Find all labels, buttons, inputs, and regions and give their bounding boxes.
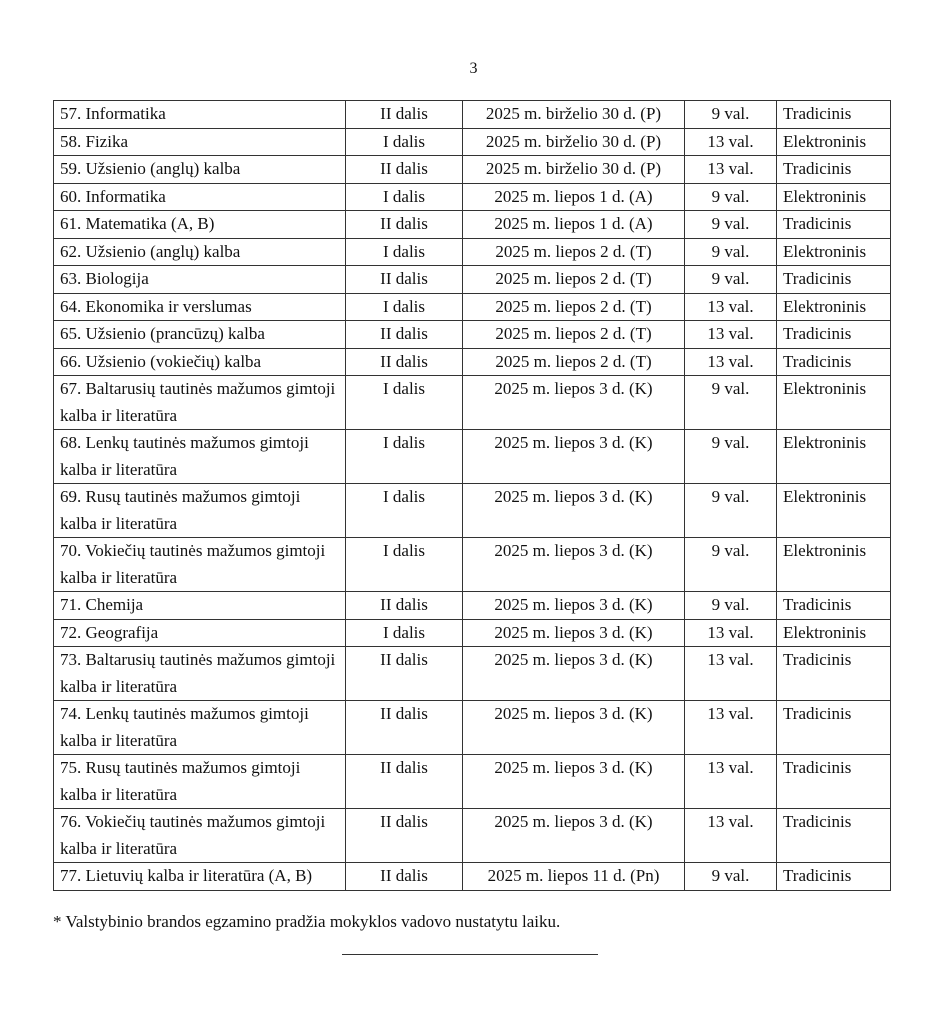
exam-time-cell: 9 val. [685, 376, 777, 430]
exam-mode-cell: Tradicinis [777, 809, 891, 863]
exam-mode-cell: Tradicinis [777, 156, 891, 184]
exam-part-cell: II dalis [346, 156, 463, 184]
exam-part-cell: I dalis [346, 619, 463, 647]
exam-part-cell: I dalis [346, 183, 463, 211]
exam-time-cell: 9 val. [685, 592, 777, 620]
table-row [54, 376, 891, 430]
exam-part-cell: II dalis [346, 809, 463, 863]
exam-part-cell: II dalis [346, 701, 463, 755]
exam-date-cell: 2025 m. birželio 30 d. (P) [463, 128, 685, 156]
exam-mode-cell: Tradicinis [777, 755, 891, 809]
exam-part-cell: II dalis [346, 266, 463, 294]
exam-part-cell: I dalis [346, 430, 463, 484]
table-row [54, 101, 891, 129]
exam-part-cell: II dalis [346, 755, 463, 809]
table-row [54, 647, 891, 701]
exam-mode-cell: Tradicinis [777, 647, 891, 701]
subject-cell: 70. Vokiečių tautinės mažumos gimtoji kalba ir literatūra [54, 538, 346, 592]
table-row [54, 293, 891, 321]
exam-date-cell: 2025 m. liepos 2 d. (T) [463, 348, 685, 376]
exam-part-cell: II dalis [346, 211, 463, 239]
subject-cell: 66. Užsienio (vokiečių) kalba [54, 348, 346, 376]
exam-part-cell: II dalis [346, 647, 463, 701]
footnote: * Valstybinio brandos egzamino pradžia mokyklos vadovo nustatytu laiku. [53, 912, 561, 931]
exam-part-cell: II dalis [346, 863, 463, 891]
subject-cell: 57. Informatika [54, 101, 346, 129]
exam-time-cell: 13 val. [685, 647, 777, 701]
table-row [54, 755, 891, 809]
exam-part-cell: II dalis [346, 321, 463, 349]
exam-date-cell: 2025 m. liepos 2 d. (T) [463, 293, 685, 321]
end-of-document-rule [342, 954, 598, 955]
exam-time-cell: 9 val. [685, 863, 777, 891]
exam-mode-cell: Tradicinis [777, 101, 891, 129]
exam-mode-cell: Tradicinis [777, 321, 891, 349]
exam-part-cell: II dalis [346, 592, 463, 620]
exam-time-cell: 13 val. [685, 293, 777, 321]
subject-cell: 73. Baltarusių tautinės mažumos gimtoji kalba ir literatūra [54, 647, 346, 701]
exam-time-cell: 9 val. [685, 101, 777, 129]
exam-mode-cell: Tradicinis [777, 348, 891, 376]
subject-cell: 61. Matematika (A, B) [54, 211, 346, 239]
exam-date-cell: 2025 m. liepos 1 d. (A) [463, 183, 685, 211]
table-row [54, 619, 891, 647]
subject-cell: 65. Užsienio (prancūzų) kalba [54, 321, 346, 349]
exam-part-cell: I dalis [346, 293, 463, 321]
subject-cell: 75. Rusų tautinės mažumos gimtoji kalba ir literatūra [54, 755, 346, 809]
table-row [54, 266, 891, 294]
table-row [54, 238, 891, 266]
exam-time-cell: 13 val. [685, 156, 777, 184]
table-row [54, 538, 891, 592]
exam-part-cell: I dalis [346, 128, 463, 156]
table-row [54, 211, 891, 239]
exam-part-cell: I dalis [346, 238, 463, 266]
exam-part-cell: II dalis [346, 101, 463, 129]
exam-date-cell: 2025 m. liepos 3 d. (K) [463, 701, 685, 755]
exam-mode-cell: Elektroninis [777, 128, 891, 156]
subject-cell: 63. Biologija [54, 266, 346, 294]
exam-mode-cell: Elektroninis [777, 619, 891, 647]
exam-mode-cell: Tradicinis [777, 863, 891, 891]
exam-mode-cell: Elektroninis [777, 293, 891, 321]
page-number: 3 [469, 60, 478, 77]
exam-mode-cell: Tradicinis [777, 266, 891, 294]
subject-cell: 58. Fizika [54, 128, 346, 156]
exam-date-cell: 2025 m. liepos 2 d. (T) [463, 266, 685, 294]
exam-time-cell: 9 val. [685, 266, 777, 294]
table-row [54, 484, 891, 538]
exam-date-cell: 2025 m. liepos 11 d. (Pn) [463, 863, 685, 891]
exam-mode-cell: Elektroninis [777, 183, 891, 211]
exam-date-cell: 2025 m. liepos 3 d. (K) [463, 538, 685, 592]
exam-mode-cell: Elektroninis [777, 484, 891, 538]
exam-time-cell: 9 val. [685, 484, 777, 538]
exam-date-cell: 2025 m. liepos 2 d. (T) [463, 321, 685, 349]
subject-cell: 72. Geografija [54, 619, 346, 647]
exam-time-cell: 13 val. [685, 348, 777, 376]
exam-mode-cell: Tradicinis [777, 211, 891, 239]
exam-date-cell: 2025 m. liepos 3 d. (K) [463, 376, 685, 430]
table-row [54, 183, 891, 211]
subject-cell: 77. Lietuvių kalba ir literatūra (A, B) [54, 863, 346, 891]
exam-mode-cell: Elektroninis [777, 238, 891, 266]
table-row [54, 128, 891, 156]
subject-cell: 74. Lenkų tautinės mažumos gimtoji kalba ir literatūra [54, 701, 346, 755]
exam-mode-cell: Elektroninis [777, 538, 891, 592]
exam-schedule-body [54, 101, 891, 891]
subject-cell: 60. Informatika [54, 183, 346, 211]
table-row [54, 592, 891, 620]
exam-date-cell: 2025 m. liepos 3 d. (K) [463, 592, 685, 620]
exam-mode-cell: Tradicinis [777, 592, 891, 620]
exam-time-cell: 13 val. [685, 128, 777, 156]
exam-date-cell: 2025 m. liepos 3 d. (K) [463, 809, 685, 863]
exam-mode-cell: Tradicinis [777, 701, 891, 755]
exam-time-cell: 9 val. [685, 211, 777, 239]
table-row [54, 156, 891, 184]
table-row [54, 701, 891, 755]
subject-cell: 67. Baltarusių tautinės mažumos gimtoji kalba ir literatūra [54, 376, 346, 430]
exam-time-cell: 9 val. [685, 538, 777, 592]
subject-cell: 62. Užsienio (anglų) kalba [54, 238, 346, 266]
exam-part-cell: II dalis [346, 348, 463, 376]
exam-time-cell: 13 val. [685, 809, 777, 863]
exam-time-cell: 13 val. [685, 321, 777, 349]
table-row [54, 809, 891, 863]
exam-mode-cell: Elektroninis [777, 430, 891, 484]
subject-cell: 68. Lenkų tautinės mažumos gimtoji kalba ir literatūra [54, 430, 346, 484]
subject-cell: 71. Chemija [54, 592, 346, 620]
exam-part-cell: I dalis [346, 376, 463, 430]
table-row [54, 348, 891, 376]
exam-date-cell: 2025 m. birželio 30 d. (P) [463, 101, 685, 129]
exam-time-cell: 13 val. [685, 755, 777, 809]
exam-time-cell: 9 val. [685, 430, 777, 484]
subject-cell: 76. Vokiečių tautinės mažumos gimtoji kalba ir literatūra [54, 809, 346, 863]
exam-time-cell: 13 val. [685, 701, 777, 755]
subject-cell: 69. Rusų tautinės mažumos gimtoji kalba ir literatūra [54, 484, 346, 538]
exam-date-cell: 2025 m. liepos 3 d. (K) [463, 647, 685, 701]
exam-date-cell: 2025 m. liepos 2 d. (T) [463, 238, 685, 266]
table-row [54, 863, 891, 891]
exam-part-cell: I dalis [346, 484, 463, 538]
exam-mode-cell: Elektroninis [777, 376, 891, 430]
subject-cell: 64. Ekonomika ir verslumas [54, 293, 346, 321]
exam-time-cell: 13 val. [685, 619, 777, 647]
exam-date-cell: 2025 m. liepos 3 d. (K) [463, 430, 685, 484]
exam-date-cell: 2025 m. liepos 3 d. (K) [463, 619, 685, 647]
exam-schedule-table [53, 100, 891, 891]
exam-date-cell: 2025 m. liepos 1 d. (A) [463, 211, 685, 239]
exam-date-cell: 2025 m. birželio 30 d. (P) [463, 156, 685, 184]
exam-date-cell: 2025 m. liepos 3 d. (K) [463, 755, 685, 809]
table-row [54, 430, 891, 484]
exam-time-cell: 9 val. [685, 238, 777, 266]
exam-part-cell: I dalis [346, 538, 463, 592]
exam-date-cell: 2025 m. liepos 3 d. (K) [463, 484, 685, 538]
table-row [54, 321, 891, 349]
subject-cell: 59. Užsienio (anglų) kalba [54, 156, 346, 184]
exam-time-cell: 9 val. [685, 183, 777, 211]
